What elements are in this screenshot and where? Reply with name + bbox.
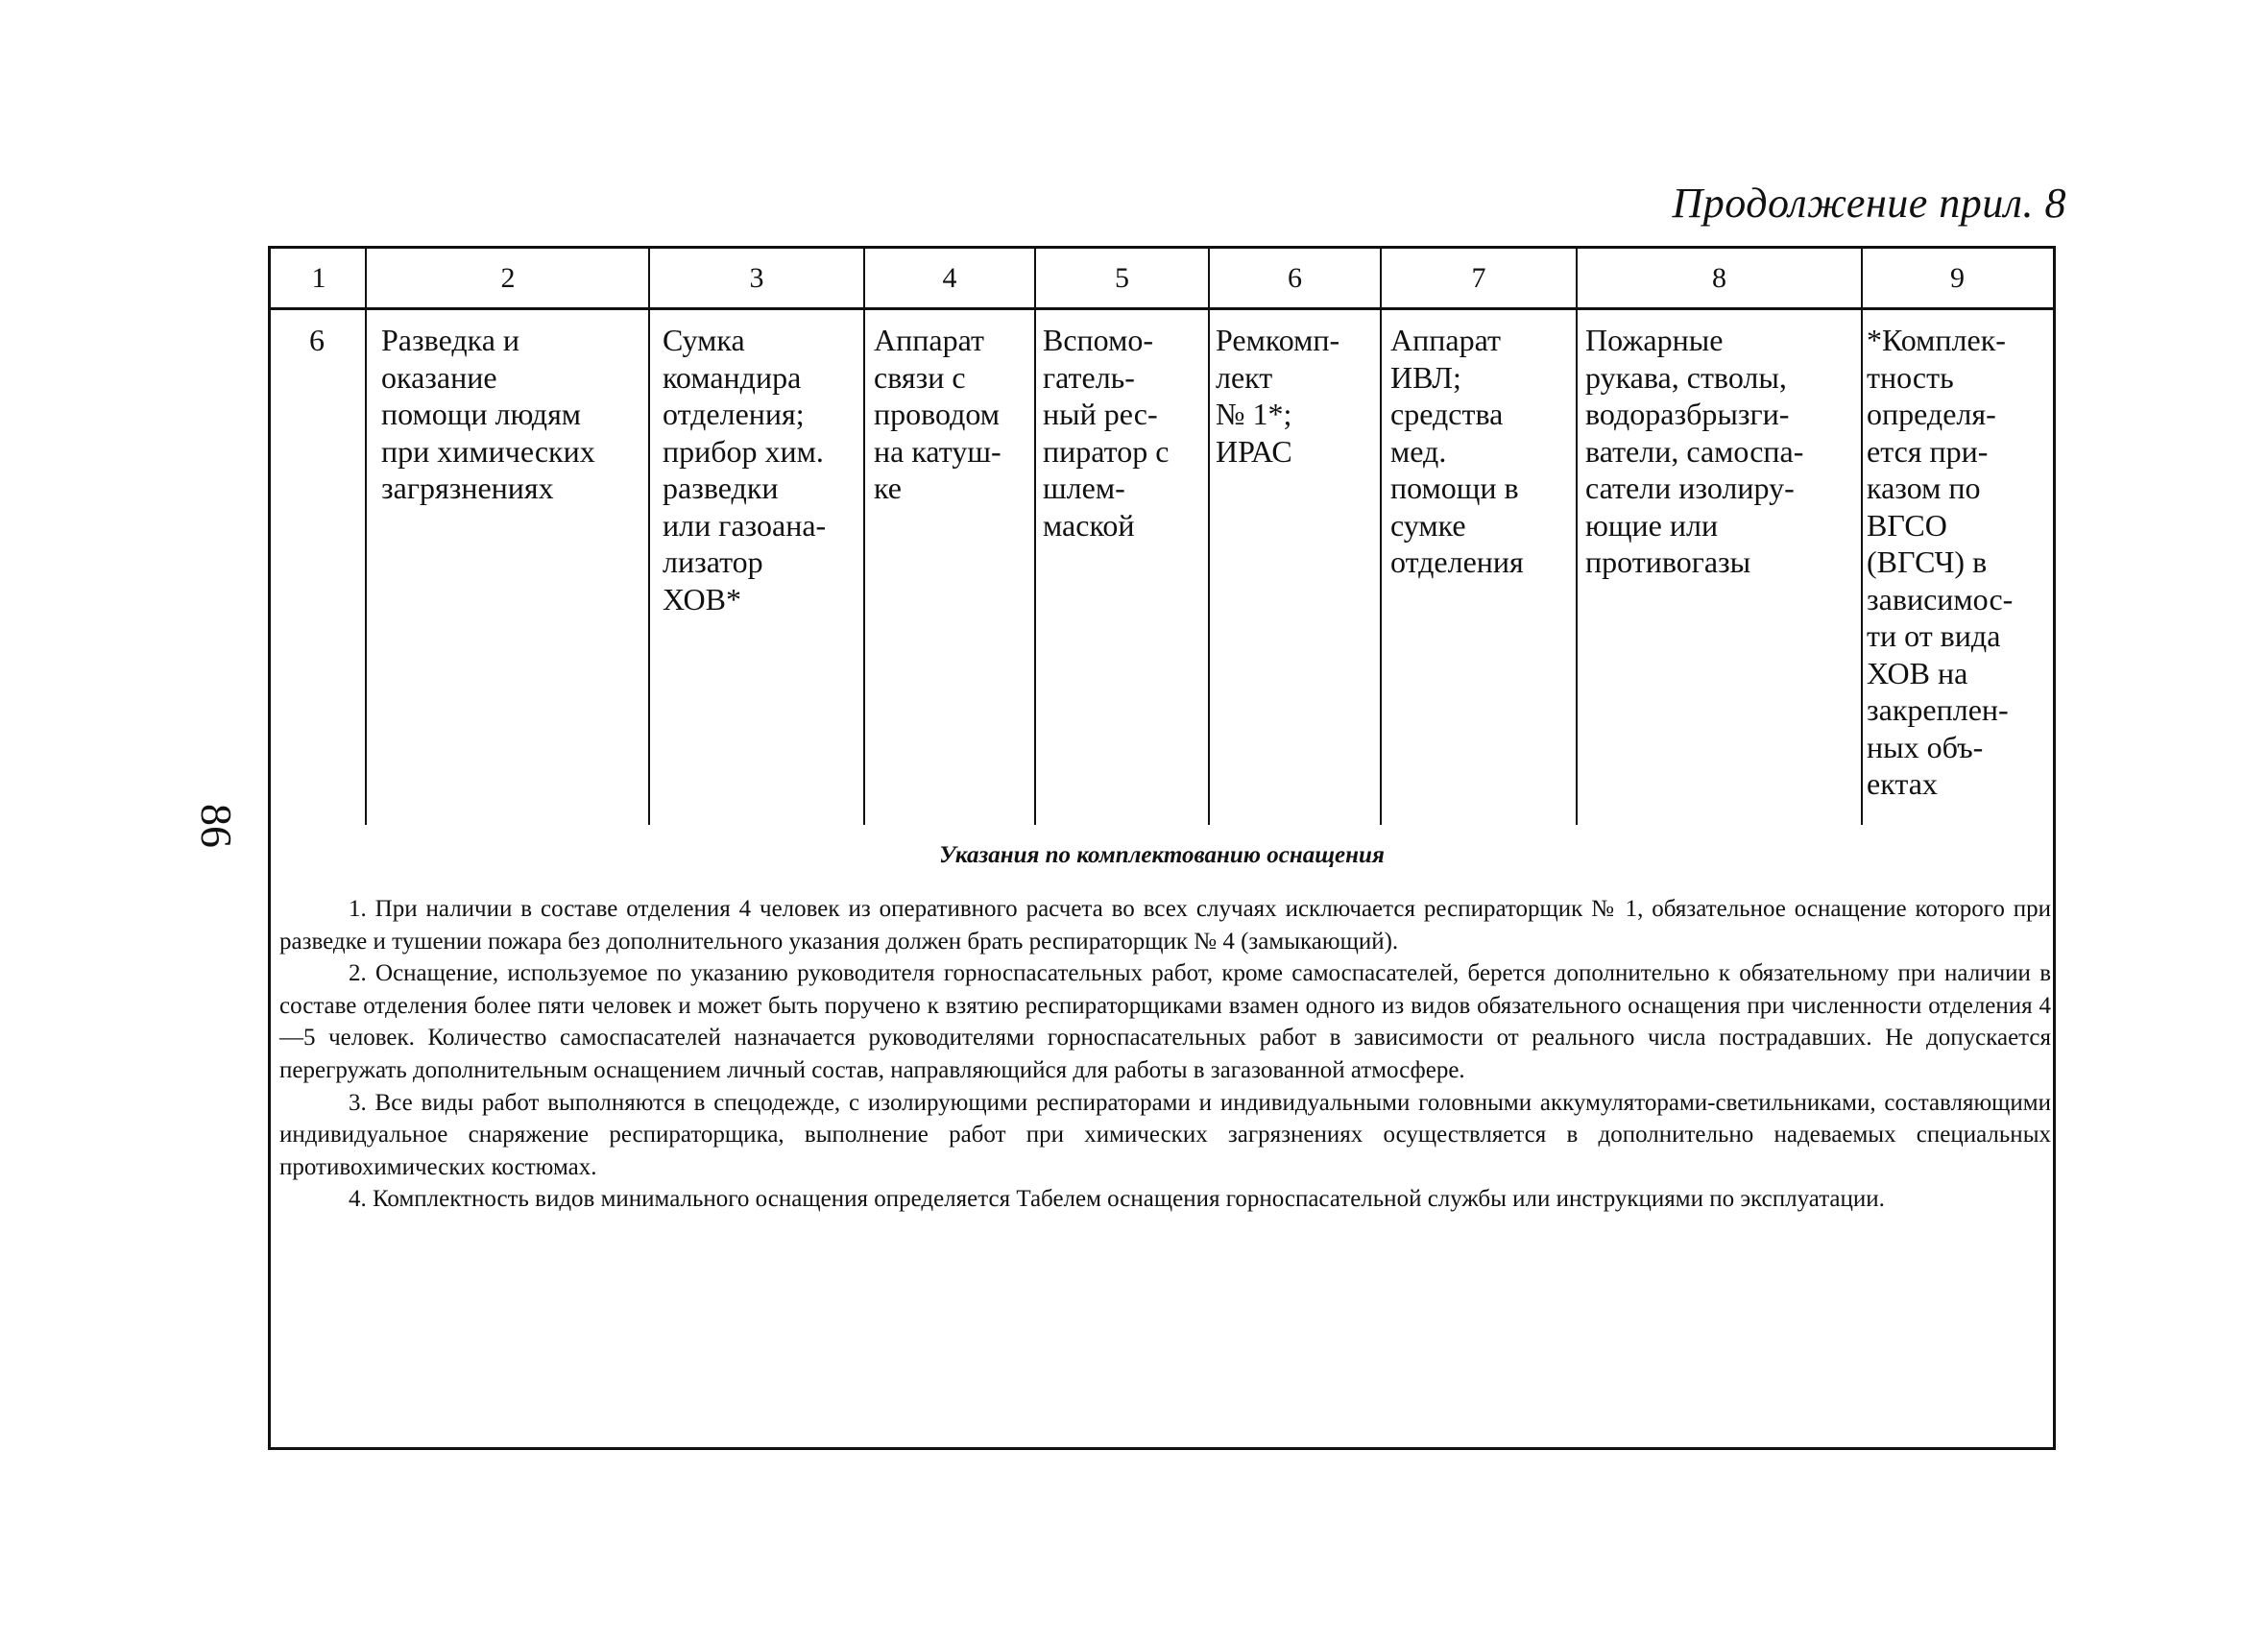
- column-number-2: 2: [500, 262, 516, 294]
- column-divider: [648, 249, 650, 825]
- cell-ventilation-apparatus: Аппарат ИВЛ; средства мед. помощи в сумке отделения: [1390, 323, 1524, 579]
- column-number-4: 4: [942, 262, 957, 294]
- column-divider: [1034, 249, 1036, 825]
- cell-communication: Аппарат связи с проводом на катуш- ке: [874, 323, 1001, 505]
- cell-repair-kit: Ремкомп- лект № 1*; ИРАС: [1216, 323, 1340, 469]
- column-divider: [863, 249, 865, 825]
- note-item: 1. При наличии в составе отделения 4 человек из оперативного расчета во всех случаях исключается респираторщик № 1, обязательное оснащение которого при разведке и тушении пожара без дополнительного указания должен брать респираторщик № 4 (замыкающий).: [279, 896, 2051, 955]
- cell-completeness-note: *Комплек- тность определя- ется при- казом по ВГСО (ВГСЧ) в зависимос- ти от вида ХОВ на закреплен- ных объ- ектах: [1867, 323, 2014, 801]
- note-item: 4. Комплектность видов минимального оснащения определяется Табелем оснащения горноспасательной службы или инструкциями по эксплуатации.: [349, 1186, 1885, 1213]
- note-item: 2. Оснащение, используемое по указанию руководителя горноспасательных работ, кроме самоспасателей, берется дополнительно к обязательному при наличии в составе отделения более пяти человек и может быть поручено к взятию респираторщиками взамен одного из видов обязательного оснащения при численности отделения 4—5 человек. Количество самоспасателей назначается руководителями горноспасательных работ в зависимости от реального числа пострадавших. Не допускается перегружать дополнительным оснащением личный состав, направляющийся для работы в загазованной атмосфере.: [279, 960, 2051, 1083]
- column-divider: [365, 249, 367, 825]
- page-number: 86: [192, 804, 241, 848]
- column-number-6: 6: [1288, 262, 1302, 294]
- cell-respirator: Вспомо- гатель- ный рес- пиратор с шлем- маской: [1043, 323, 1170, 543]
- equipment-table: [268, 246, 2056, 1450]
- column-number-7: 7: [1471, 262, 1486, 294]
- notes-title: Указания по комплектованию оснащения: [939, 842, 1385, 868]
- cell-work-type: Разведка и оказание помощи людям при химических загрязнениях: [381, 323, 595, 505]
- column-number-5: 5: [1115, 262, 1129, 294]
- column-number-3: 3: [749, 262, 764, 294]
- column-number-1: 1: [311, 262, 326, 294]
- column-divider: [1208, 249, 1210, 825]
- continuation-title: Продолжение прил. 8: [1672, 180, 2066, 227]
- column-divider: [1576, 249, 1578, 825]
- cell-fire-equipment: Пожарные рукава, стволы, водоразбрызги- ватели, самоспа- сатели изолиру- ющие или противогазы: [1585, 323, 1804, 579]
- cell-commander-equipment: Сумка командира отделения; прибор хим. разведки или газоана- лизатор ХОВ*: [663, 323, 827, 616]
- table-header-row: [271, 249, 2053, 310]
- column-divider: [1380, 249, 1382, 825]
- column-number-8: 8: [1712, 262, 1726, 294]
- cell-row-number: 6: [309, 323, 325, 357]
- column-number-9: 9: [1950, 262, 1965, 294]
- column-divider: [1861, 249, 1863, 825]
- notes-list: [279, 893, 2051, 1216]
- note-item: 3. Все виды работ выполняются в спецодежде, с изолирующими респираторами и индивидуальными головными аккумуляторами-светильниками, составляющими индивидуальное снаряжение респираторщика, выполнение работ при химических загрязнениях осуществляется в дополнительно надеваемых специальных противохимических костюмах.: [279, 1089, 2051, 1180]
